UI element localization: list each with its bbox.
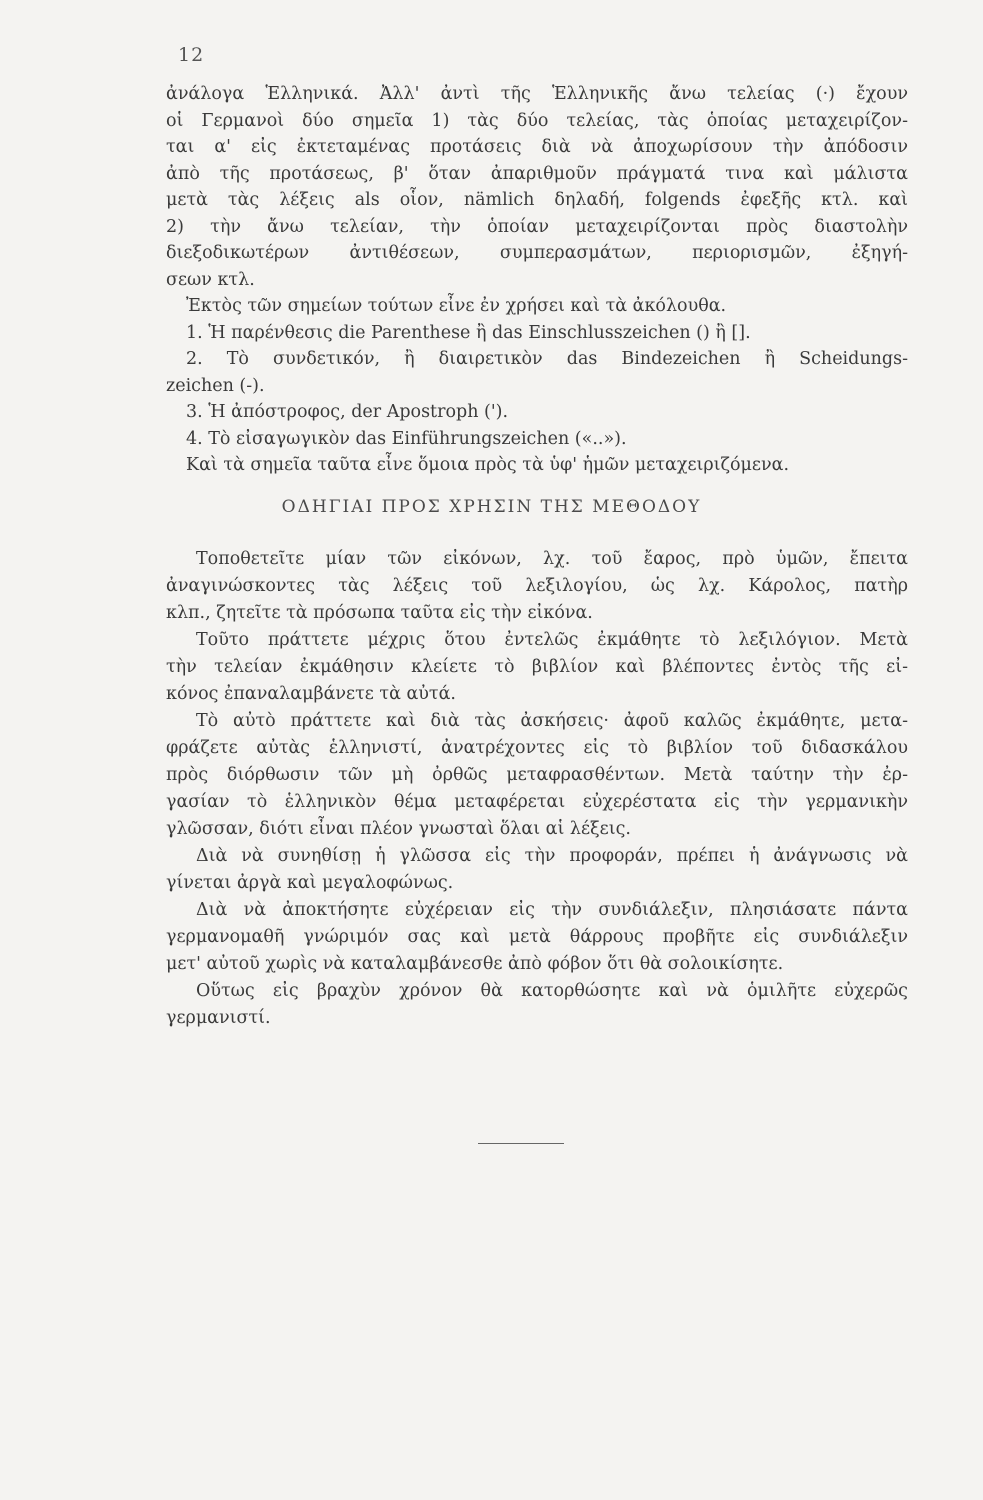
text-line: Τὸ αὐτὸ πράττετε καὶ διὰ τὰς ἀσκήσεις· ἀφοῦ καλῶς ἐκμάθητε, μετα- bbox=[196, 711, 908, 731]
text-line: Διὰ νὰ συνηθίσῃ ἡ γλῶσσα εἰς τὴν προφοράν, πρέπει ἡ ἀνάγνωσις νὰ bbox=[196, 846, 908, 866]
text-line: μετ' αὐτοῦ χωρὶς νὰ καταλαμβάνεσθε ἀπὸ φόβον ὅτι θὰ σολοικίσητε. bbox=[166, 954, 784, 974]
list-item: 3. Ἡ ἀπόστροφος, der Apostroph ('). bbox=[186, 402, 509, 422]
text-line: κόνος ἐπαναλαμβάνετε τὰ αὐτά. bbox=[166, 684, 456, 704]
text-line: μετὰ τὰς λέξεις als οἷον, nämlich δηλαδή, folgends ἐφεξῆς κτλ. καὶ bbox=[166, 190, 908, 210]
text-line: ἀναγινώσκοντες τὰς λέξεις τοῦ λεξιλογίου, ὡς λχ. Κάρολος, πατὴρ bbox=[166, 576, 908, 596]
text-line: κλπ., ζητεῖτε τὰ πρόσωπα ταῦτα εἰς τὴν εἰκόνα. bbox=[166, 603, 593, 623]
text-line: τὴν τελείαν ἐκμάθησιν κλείετε τὸ βιβλίον καὶ βλέποντες ἐντὸς τῆς εἰ- bbox=[166, 657, 908, 677]
text-line: οἱ Γερμανοὶ δύο σημεῖα 1) τὰς δύο τελείας, τὰς ὁποίας μεταχειρίζον- bbox=[166, 110, 908, 131]
section-heading: ΟΔΗΓΙΑΙ ΠΡΟΣ ΧΡΗΣΙΝ ΤΗΣ ΜΕΘΟΔΟΥ bbox=[281, 497, 702, 517]
text-line: γασίαν τὸ ἑλληνικὸν θέμα μεταφέρεται εὐχερέστατα εἰς τὴν γερμανικὴν bbox=[166, 792, 908, 812]
text-line: διεξοδικωτέρων ἀντιθέσεων, συμπερασμάτων, περιορισμῶν, ἐξηγή- bbox=[166, 243, 908, 263]
text-line: γερμανομαθῆ γνώριμόν σας καὶ μετὰ θάρρους προβῆτε εἰς συνδιάλεξιν bbox=[166, 927, 908, 947]
text-line: Οὕτως εἰς βραχὺν χρόνον θὰ κατορθώσητε καὶ νὰ ὁμιλῆτε εὐχερῶς bbox=[196, 981, 908, 1001]
text-line: ται α' εἰς ἐκτεταμένας προτάσεις διὰ νὰ ἀποχωρίσουν τὴν ἀπόδοσιν bbox=[166, 137, 908, 157]
text-line: πρὸς διόρθωσιν τῶν μὴ ὀρθῶς μεταφρασθέντων. Μετὰ ταύτην τὴν ἐρ- bbox=[166, 765, 908, 785]
text-line: ἀπὸ τῆς προτάσεως, β' ὅταν ἀπαριθμοῦν πράγματά τινα καὶ μάλιστα bbox=[166, 163, 908, 184]
text-line: Ἐκτὸς τῶν σημείων τούτων εἶνε ἐν χρήσει καὶ τὰ ἀκόλουθα. bbox=[186, 296, 727, 316]
text-line: 2) τὴν ἄνω τελείαν, τὴν ὁποίαν μεταχειρίζονται πρὸς διαστολὴν bbox=[166, 216, 908, 237]
text-line: φράζετε αὐτὰς ἑλληνιστί, ἀνατρέχοντες εἰς τὸ βιβλίον τοῦ διδασκάλου bbox=[166, 738, 908, 758]
text-line: Τοῦτο πράττετε μέχρις ὅτου ἐντελῶς ἐκμάθητε τὸ λεξιλόγιον. Μετὰ bbox=[196, 630, 908, 650]
end-rule bbox=[478, 1143, 564, 1144]
list-item: 4. Τὸ εἰσαγωγικὸν das Einführungszeichen («..»). bbox=[186, 428, 627, 449]
text-line: γλῶσσαν, διότι εἶναι πλέον γνωσταὶ ὅλαι αἱ λέξεις. bbox=[166, 819, 631, 839]
list-item: 2. Τὸ συνδετικόν, ἢ διαιρετικὸν das Bindezeichen ἢ Scheidungs- bbox=[186, 349, 908, 369]
text-line: γίνεται ἀργὰ καὶ μεγαλοφώνως. bbox=[166, 873, 454, 893]
text-line: Τοποθετεῖτε μίαν τῶν εἰκόνων, λχ. τοῦ ἔαρος, πρὸ ὑμῶν, ἔπειτα bbox=[196, 549, 908, 569]
text-line: ἀνάλογα Ἑλληνικά. Ἀλλ' ἀντὶ τῆς Ἑλληνικῆς ἄνω τελείας (·) ἔχουν bbox=[166, 84, 908, 104]
text-line: Διὰ νὰ ἀποκτήσητε εὐχέρειαν εἰς τὴν συνδιάλεξιν, πλησιάσατε πάντα bbox=[196, 900, 908, 920]
list-item: 1. Ἡ παρένθεσις die Parenthese ἢ das Einschlusszeichen () ἢ []. bbox=[186, 322, 751, 343]
text-line: zeichen (-). bbox=[166, 375, 265, 396]
text-line: σεων κτλ. bbox=[166, 269, 255, 290]
text-line: Καὶ τὰ σημεῖα ταῦτα εἶνε ὅμοια πρὸς τὰ ὑφ' ἡμῶν μεταχειριζόμενα. bbox=[186, 455, 790, 475]
page-number: 12 bbox=[178, 44, 205, 66]
text-line: γερμανιστί. bbox=[166, 1008, 271, 1028]
